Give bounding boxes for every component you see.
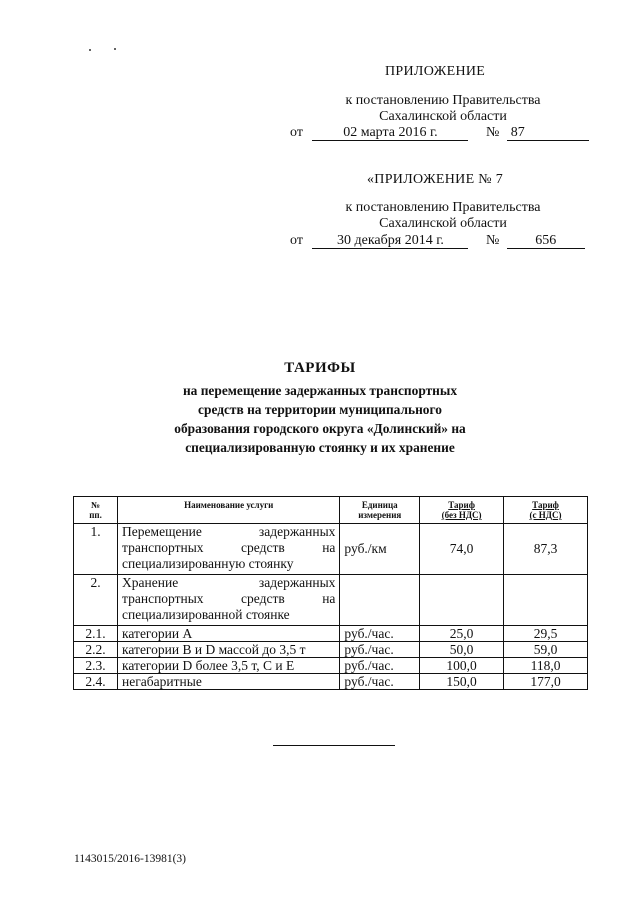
row-number: 1. <box>74 524 118 575</box>
tariff-with-vat: 59,0 <box>504 642 588 658</box>
tariff-no-vat: 150,0 <box>420 674 504 690</box>
tariff-with-vat: 87,3 <box>504 524 588 575</box>
appendix7-line-2: Сахалинской области <box>379 216 507 231</box>
unit: руб./час. <box>340 674 420 690</box>
from-label: от <box>290 125 303 140</box>
table-row <box>74 626 588 642</box>
end-separator-line <box>273 745 395 746</box>
row-number: 2. <box>74 575 118 626</box>
appendix7-ref-line <box>290 233 585 249</box>
tariff-no-vat: 25,0 <box>420 626 504 642</box>
tariff-with-vat: 29,5 <box>504 626 588 642</box>
document-title: ТАРИФЫ <box>284 360 356 376</box>
tariff-with-vat: 118,0 <box>504 658 588 674</box>
row-number: 2.3. <box>74 658 118 674</box>
scan-speck <box>89 49 91 51</box>
service-name: категории D более 3,5 т, С и Е <box>118 658 340 674</box>
service-name: категории А <box>118 626 340 642</box>
table-row <box>74 524 588 575</box>
appendix-line-1: к постановлению Правительства <box>345 93 541 108</box>
subtitle-line: специализированную стоянку и их хранение <box>185 440 455 455</box>
header-unit: Единица измерения <box>340 497 420 524</box>
row-number: 2.4. <box>74 674 118 690</box>
appendix-number: 87 <box>507 125 589 141</box>
header-tariff-no-vat: Тариф (без НДС) <box>420 497 504 524</box>
unit: руб./час. <box>340 658 420 674</box>
unit: руб./час. <box>340 642 420 658</box>
scan-speck <box>114 48 116 50</box>
unit <box>340 575 420 626</box>
row-number: 2.1. <box>74 626 118 642</box>
appendix-date: 02 марта 2016 г. <box>312 125 468 141</box>
row-number: 2.2. <box>74 642 118 658</box>
tariff-no-vat: 50,0 <box>420 642 504 658</box>
appendix-title: ПРИЛОЖЕНИЕ <box>385 64 486 79</box>
service-name: Хранение задержанных транспортных средств на специализированной стоянке <box>118 575 340 626</box>
subtitle-line: средств на территории муниципального <box>198 402 442 417</box>
service-name: Перемещение задержанных транспортных средств на специализированную стоянку <box>118 524 340 575</box>
unit: руб./км <box>340 524 420 575</box>
header-number: № пп. <box>74 497 118 524</box>
unit: руб./час. <box>340 626 420 642</box>
table-row <box>74 575 588 626</box>
from-label: от <box>290 233 303 248</box>
tariff-with-vat: 177,0 <box>504 674 588 690</box>
subtitle-line: образования городского округа «Долинский» на <box>174 421 466 436</box>
appendix-ref-line <box>290 125 589 141</box>
appendix7-line-1: к постановлению Правительства <box>345 200 541 215</box>
appendix7-number: 656 <box>507 233 585 249</box>
tariff-with-vat <box>504 575 588 626</box>
tariffs-table <box>73 496 588 690</box>
document-subtitle <box>140 381 500 457</box>
tariff-no-vat: 74,0 <box>420 524 504 575</box>
service-name: категории В и D массой до 3,5 т <box>118 642 340 658</box>
header-tariff-with-vat: Тариф (с НДС) <box>504 497 588 524</box>
service-name: негабаритные <box>118 674 340 690</box>
tariff-no-vat <box>420 575 504 626</box>
header-service: Наименование услуги <box>118 497 340 524</box>
table-header-row <box>74 497 588 524</box>
appendix7-date: 30 декабря 2014 г. <box>312 233 468 249</box>
table-row <box>74 658 588 674</box>
table-row <box>74 642 588 658</box>
number-label: № <box>485 233 500 248</box>
appendix7-title: «ПРИЛОЖЕНИЕ № 7 <box>367 172 503 187</box>
number-label: № <box>485 125 500 140</box>
subtitle-line: на перемещение задержанных транспортных <box>182 383 458 398</box>
appendix-line-2: Сахалинской области <box>379 109 507 124</box>
table-row <box>74 674 588 690</box>
tariff-no-vat: 100,0 <box>420 658 504 674</box>
document-code: 1143015/2016-13981(3) <box>74 853 187 865</box>
